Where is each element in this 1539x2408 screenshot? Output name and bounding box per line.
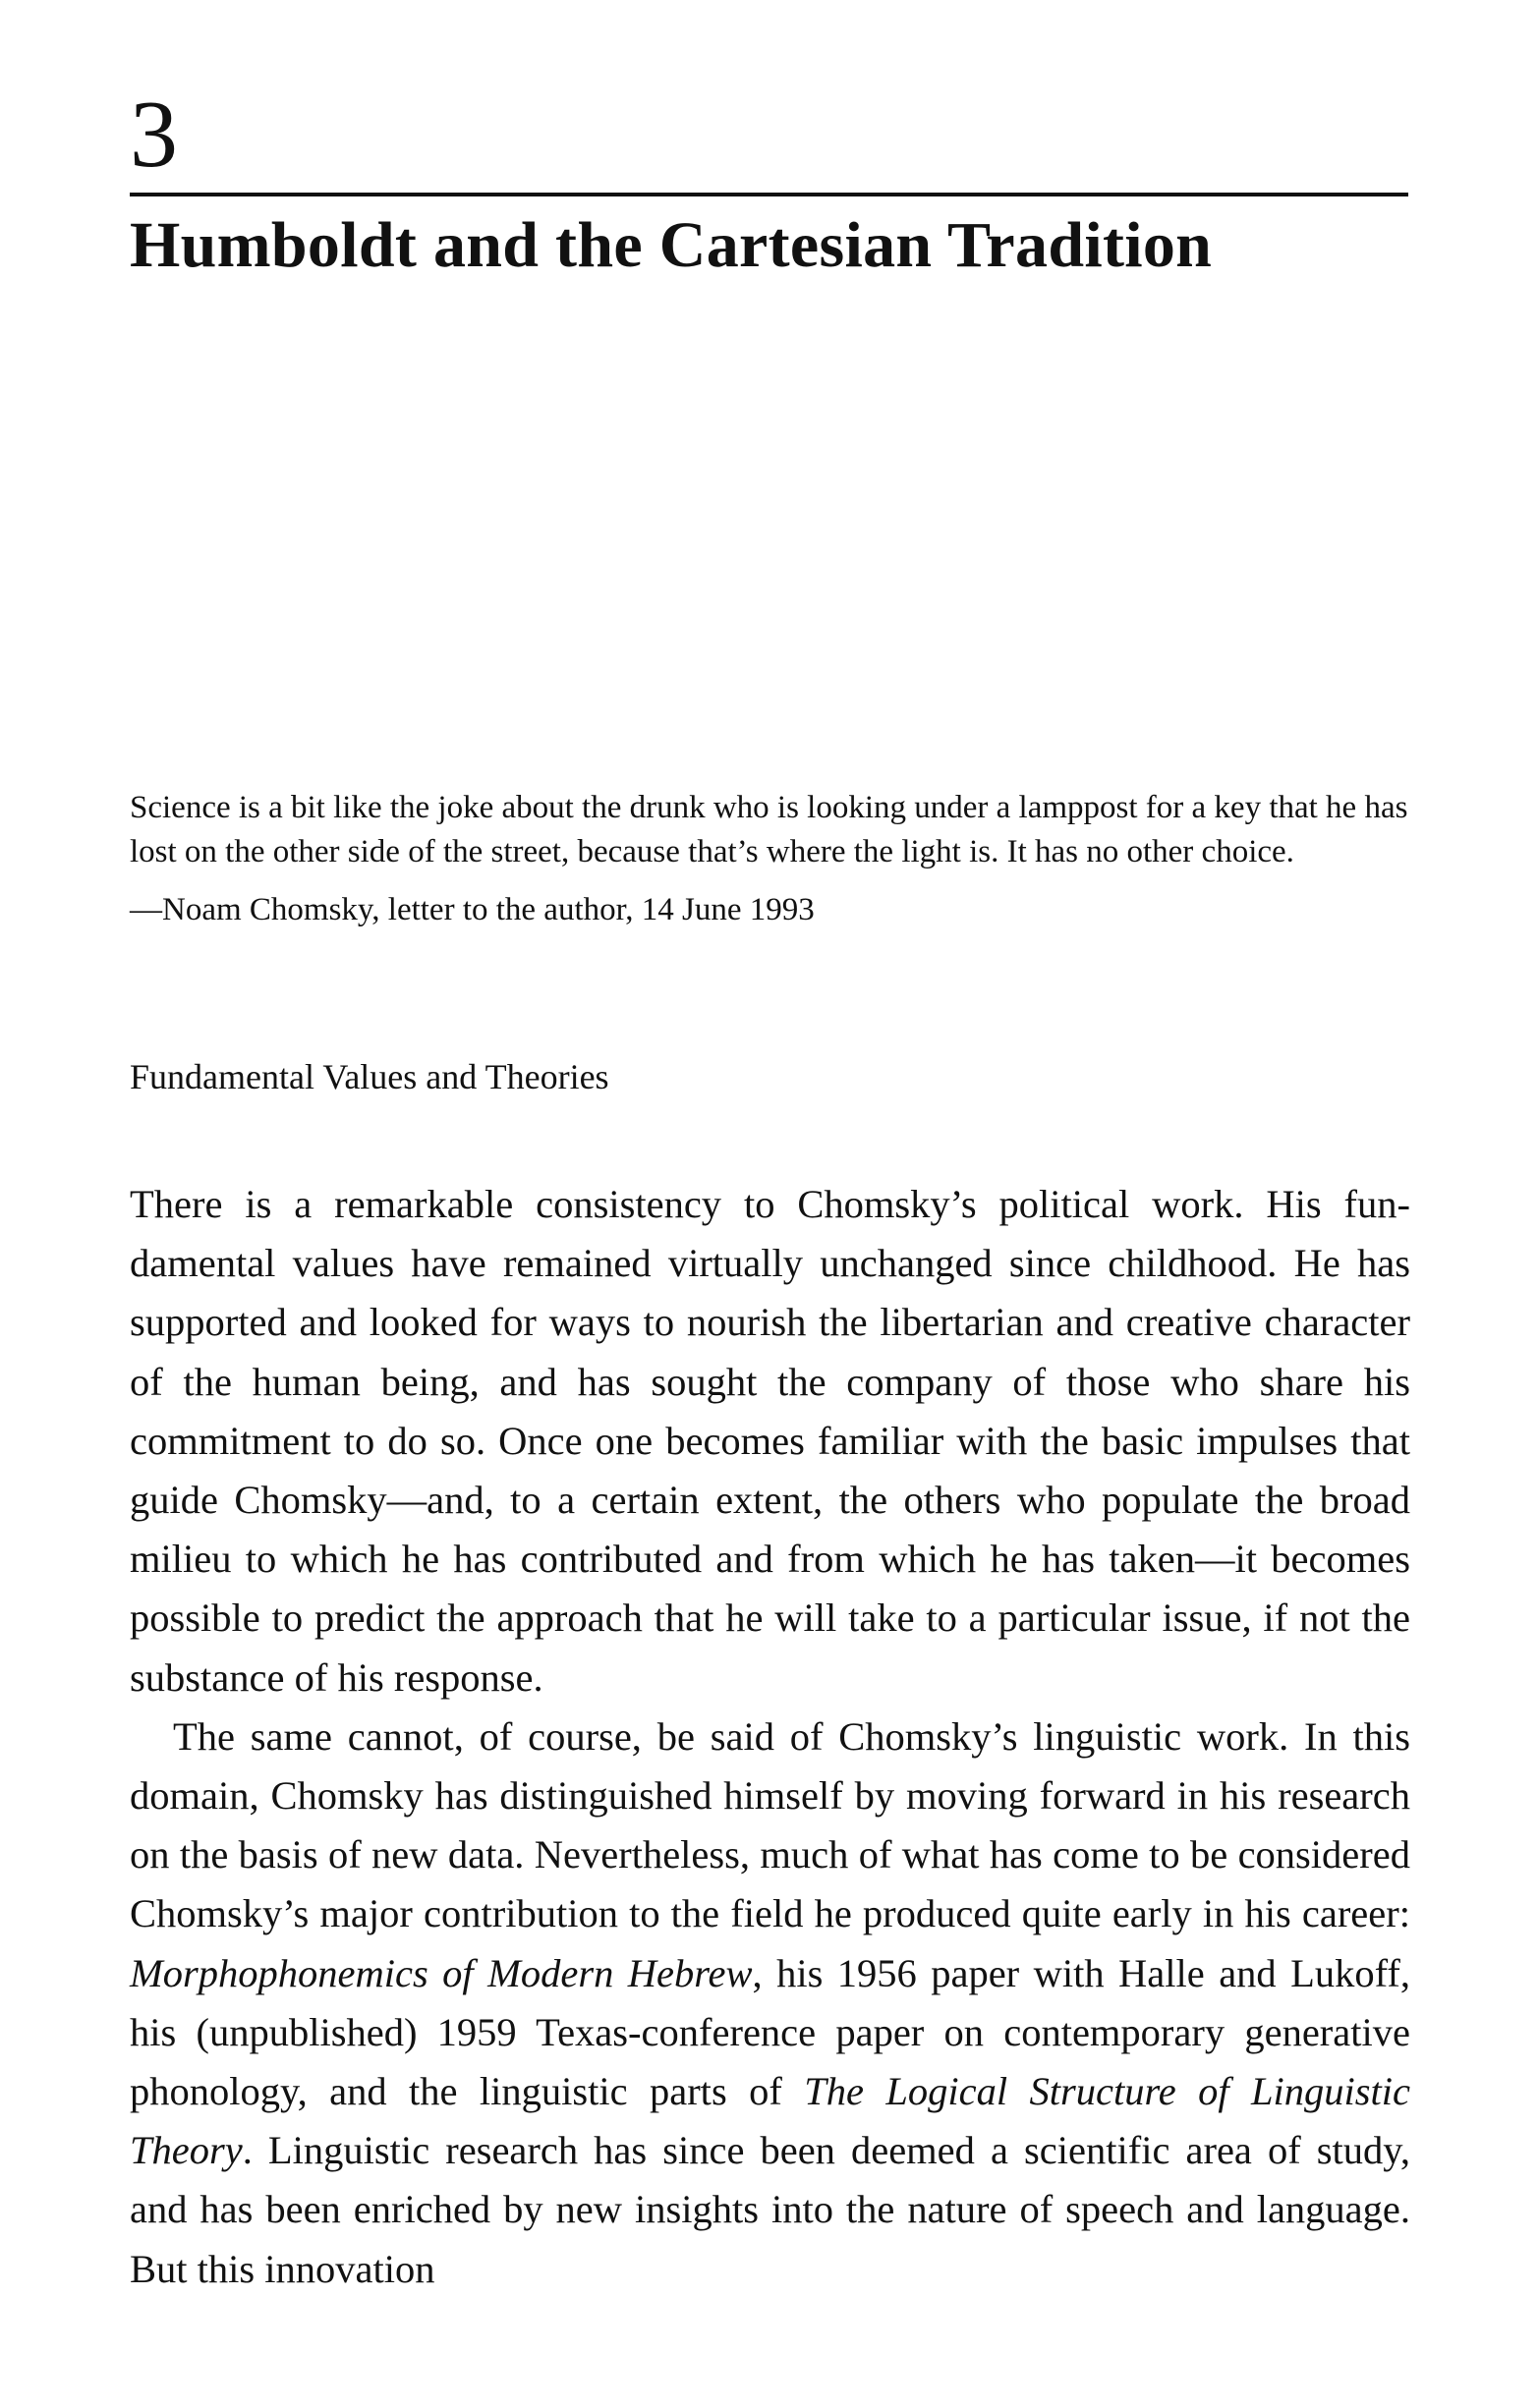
body-text xyxy=(130,1175,1410,2299)
epigraph-attribution: —Noam Chomsky, letter to the author, 14 June 1993 xyxy=(130,892,815,927)
paragraph-2-text-a: The same cannot, of course, be said of Chomsky’s linguistic work. In this domain, Chomsky has distinguished himself by moving forward in his research on the basis of new data. Nevertheless, much of what has come to be considered Chomsky’s major contribution to the field he produced quite early in his career: xyxy=(130,1713,1410,1936)
chapter-number: 3 xyxy=(130,82,178,188)
chapter-rule xyxy=(130,193,1408,196)
epigraph-quote: Science is a bit like the joke about the drunk who is looking under a lamppost for a key that he has lost on the other side of the street, because that’s where the light is. It has no other choice. xyxy=(130,790,1408,869)
section-heading: Fundamental Values and Theories xyxy=(130,1057,609,1096)
book-title-morphophonemics: Morphophonemics of Modern Hebrew xyxy=(130,1950,753,1995)
paragraph-2-text-c: . Linguistic research has since been deemed a scientific area of study, and has been enriched by new insights into the nature of speech and language. But this innovation xyxy=(130,2128,1410,2291)
paragraph-2 xyxy=(130,1708,1410,2299)
paragraph-1: There is a remarkable consistency to Chomsky’s political work. His fundamental values have remained virtually unchanged since childhood. He has supported and looked for ways to nourish the libertarian and creative character of the human being, and has sought the company of those who share his commitment to do so. Once one becomes familiar with the basic impulses that guide Chomsky—and, to a certain extent, the others who populate the broad milieu to which he has contributed and from which he has taken—it becomes possible to predict the approach that he will take to a particular issue, if not the substance of his response. xyxy=(130,1182,1410,1700)
book-title-logical-structure: The Logical Structure of Linguistic Theory xyxy=(130,2069,1410,2173)
epigraph xyxy=(130,786,1410,932)
paragraph-2-text-b: , his 1956 paper with Halle and Lukoff, his (unpublished) 1959 Texas-conference paper on contemporary generative phonology, and the linguistic parts of xyxy=(130,1950,1410,2114)
chapter-title: Humboldt and the Cartesian Tradition xyxy=(130,209,1213,281)
